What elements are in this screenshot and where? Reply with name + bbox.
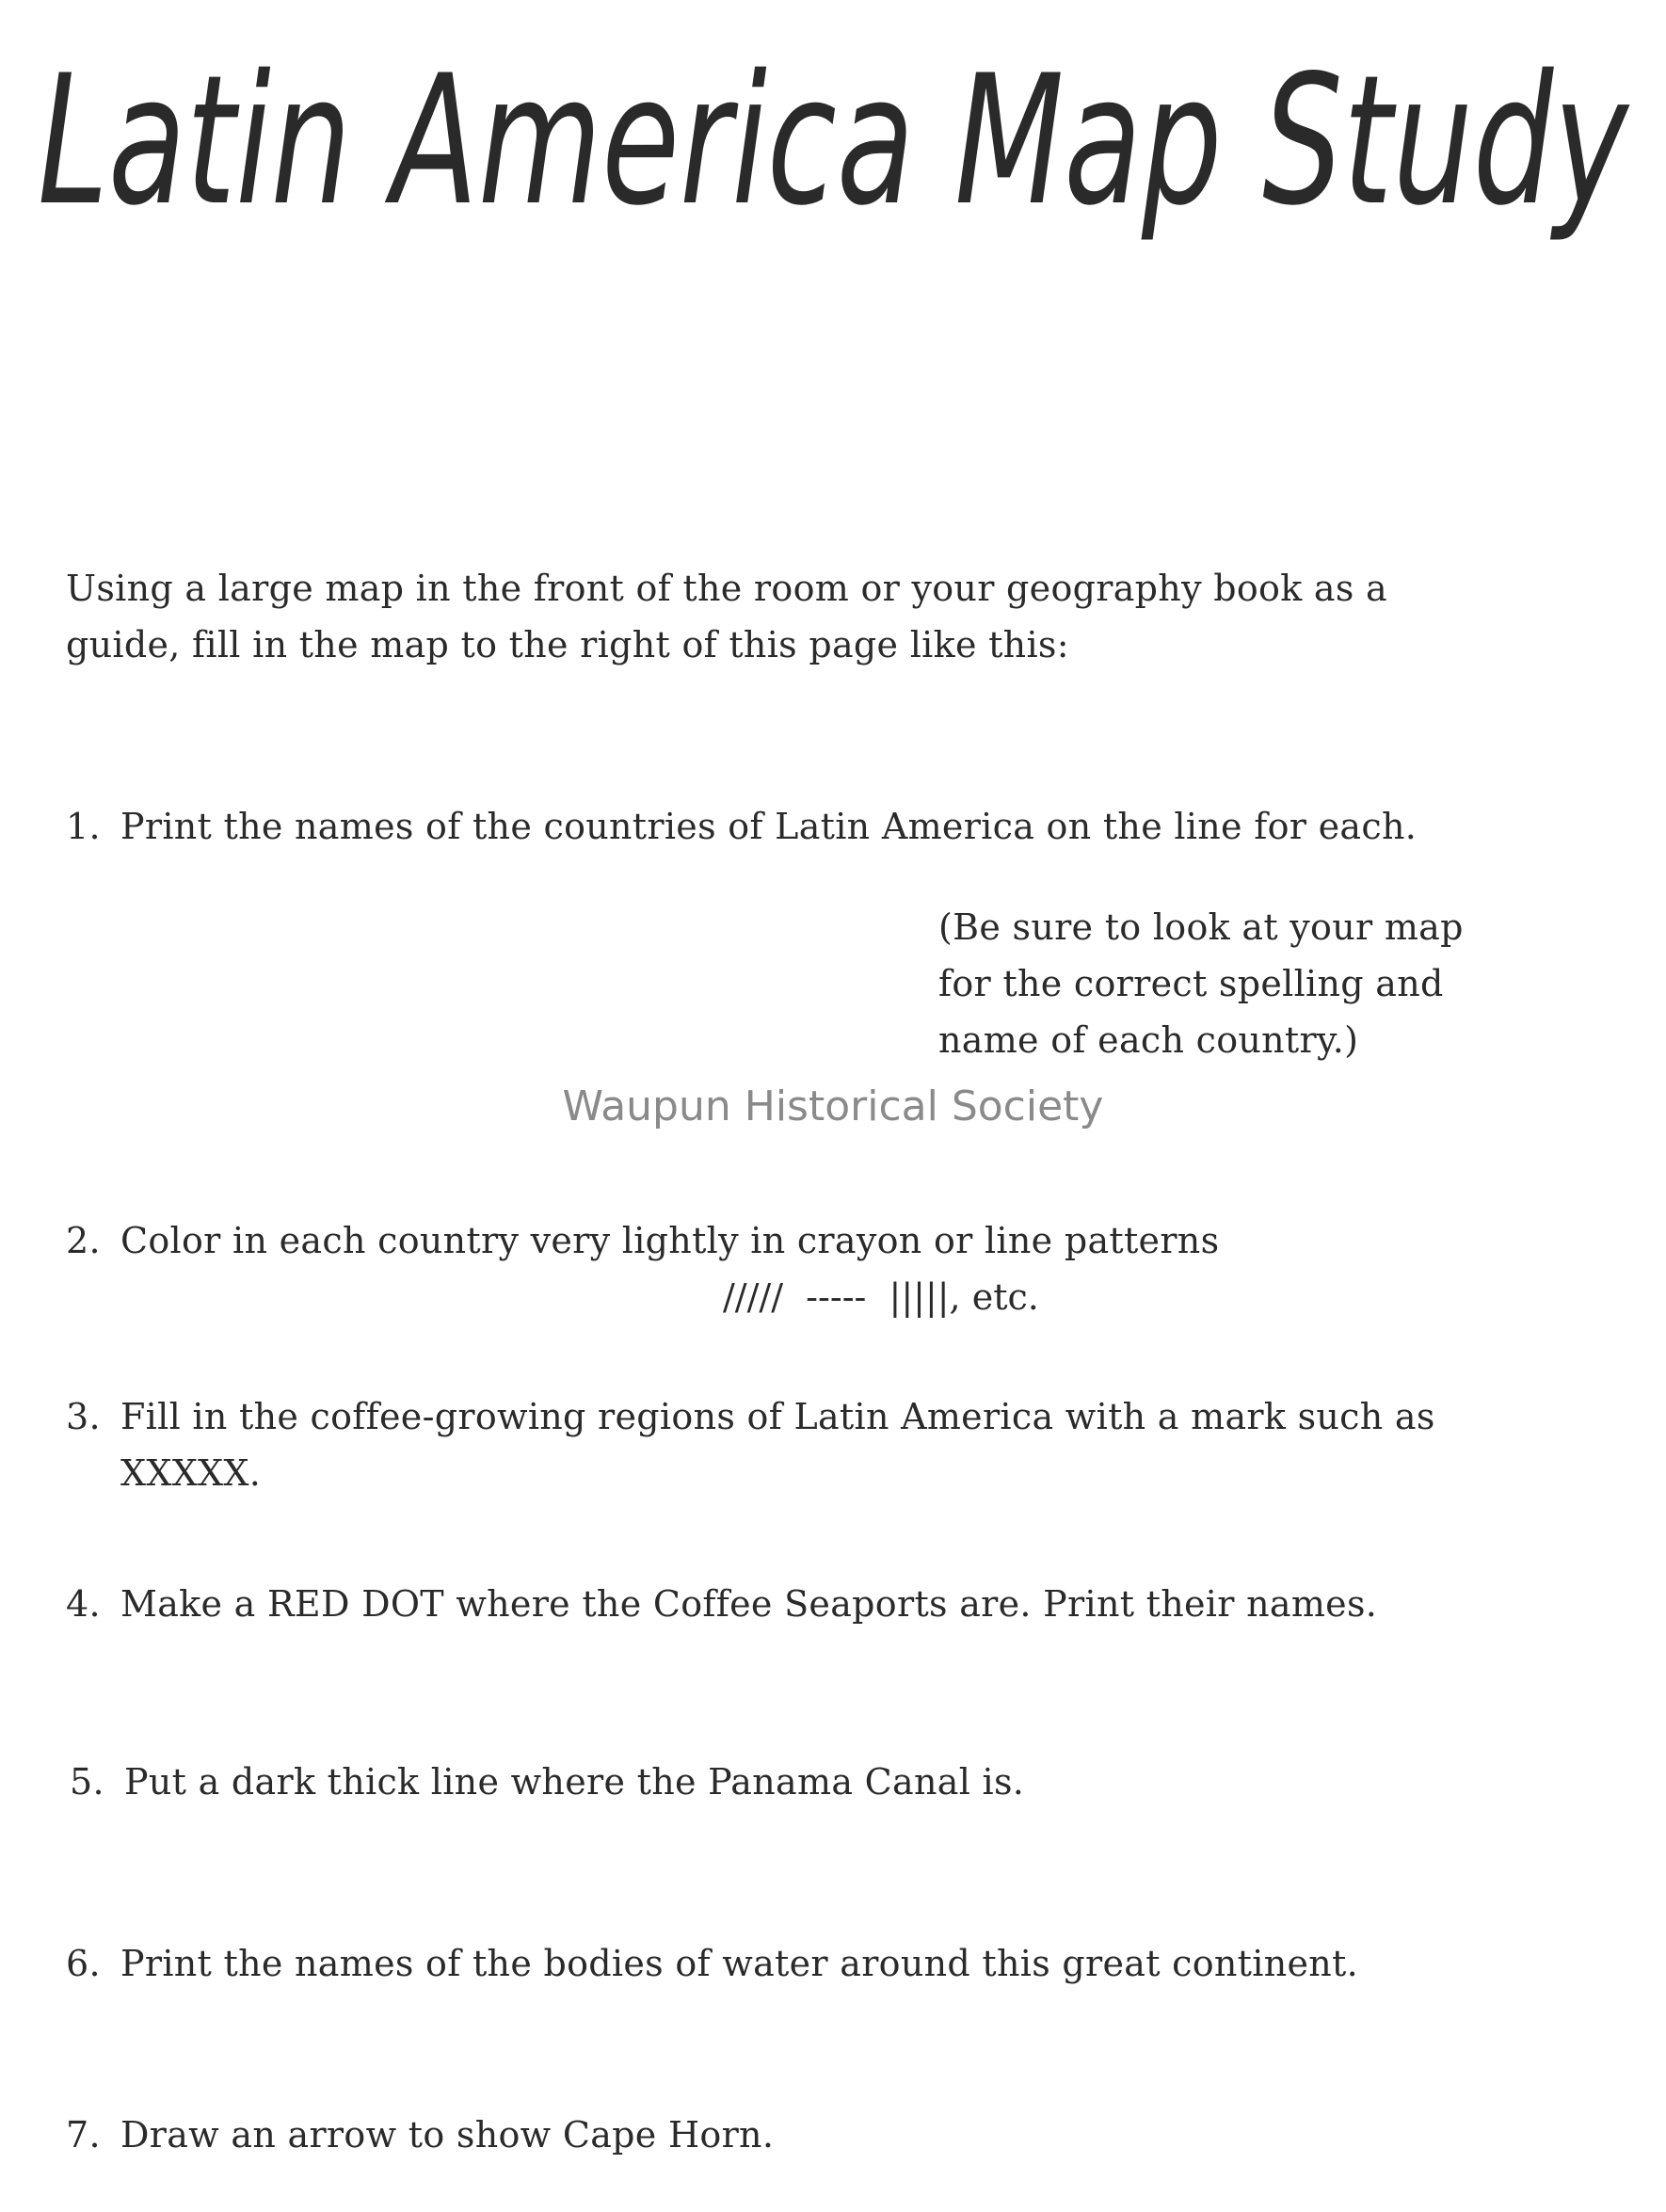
intro-paragraph (66, 560, 1387, 673)
item-text-continued: XXXXX. (120, 1452, 262, 1494)
item-text: Print the names of the countries of Latin America on the line for each. (120, 806, 1418, 847)
watermark: Waupun Historical Society (562, 1082, 1104, 1130)
instruction-item-5 (70, 1754, 1024, 1810)
instruction-item-4 (66, 1576, 1377, 1632)
title-lettering (38, 19, 1638, 301)
item-text: Draw an arrow to show Cape Horn. (120, 2114, 775, 2156)
instruction-item-1 (66, 798, 1417, 855)
title-text: Latin America Map Study (38, 37, 1630, 245)
item-text: Print the names of the bodies of water around this great continent. (120, 1943, 1358, 1984)
instruction-item-2 (66, 1212, 1219, 1269)
note-line: (Be sure to look at your map (938, 906, 1464, 948)
item-number: 5. (70, 1761, 104, 1803)
pattern-examples: ///// ----- |||||, etc. (723, 1276, 1039, 1318)
page-title (38, 19, 1638, 301)
item-number: 7. (66, 2114, 101, 2156)
item-text: Fill in the coffee-growing regions of Latin America with a mark such as (120, 1396, 1435, 1437)
item-number: 3. (66, 1396, 101, 1437)
instruction-item-6 (66, 1935, 1358, 1992)
instruction-item-7 (66, 2107, 774, 2163)
intro-line: guide, fill in the map to the right of this page like this: (66, 624, 1069, 665)
instruction-item-3 (66, 1388, 1435, 1501)
spelling-note (938, 899, 1464, 1068)
item-number: 6. (66, 1943, 101, 1984)
item-number: 2. (66, 1220, 101, 1261)
intro-line: Using a large map in the front of the room or your geography book as a (66, 568, 1388, 609)
item-text: Put a dark thick line where the Panama Canal is. (124, 1761, 1025, 1803)
item-number: 4. (66, 1583, 101, 1625)
note-line: name of each country.) (938, 1019, 1359, 1061)
item-text: Make a RED DOT where the Coffee Seaports are. Print their names. (120, 1583, 1378, 1625)
item-number: 1. (66, 806, 101, 847)
note-line: for the correct spelling and (938, 963, 1444, 1004)
item-text: Color in each country very lightly in crayon or line patterns (120, 1220, 1220, 1261)
